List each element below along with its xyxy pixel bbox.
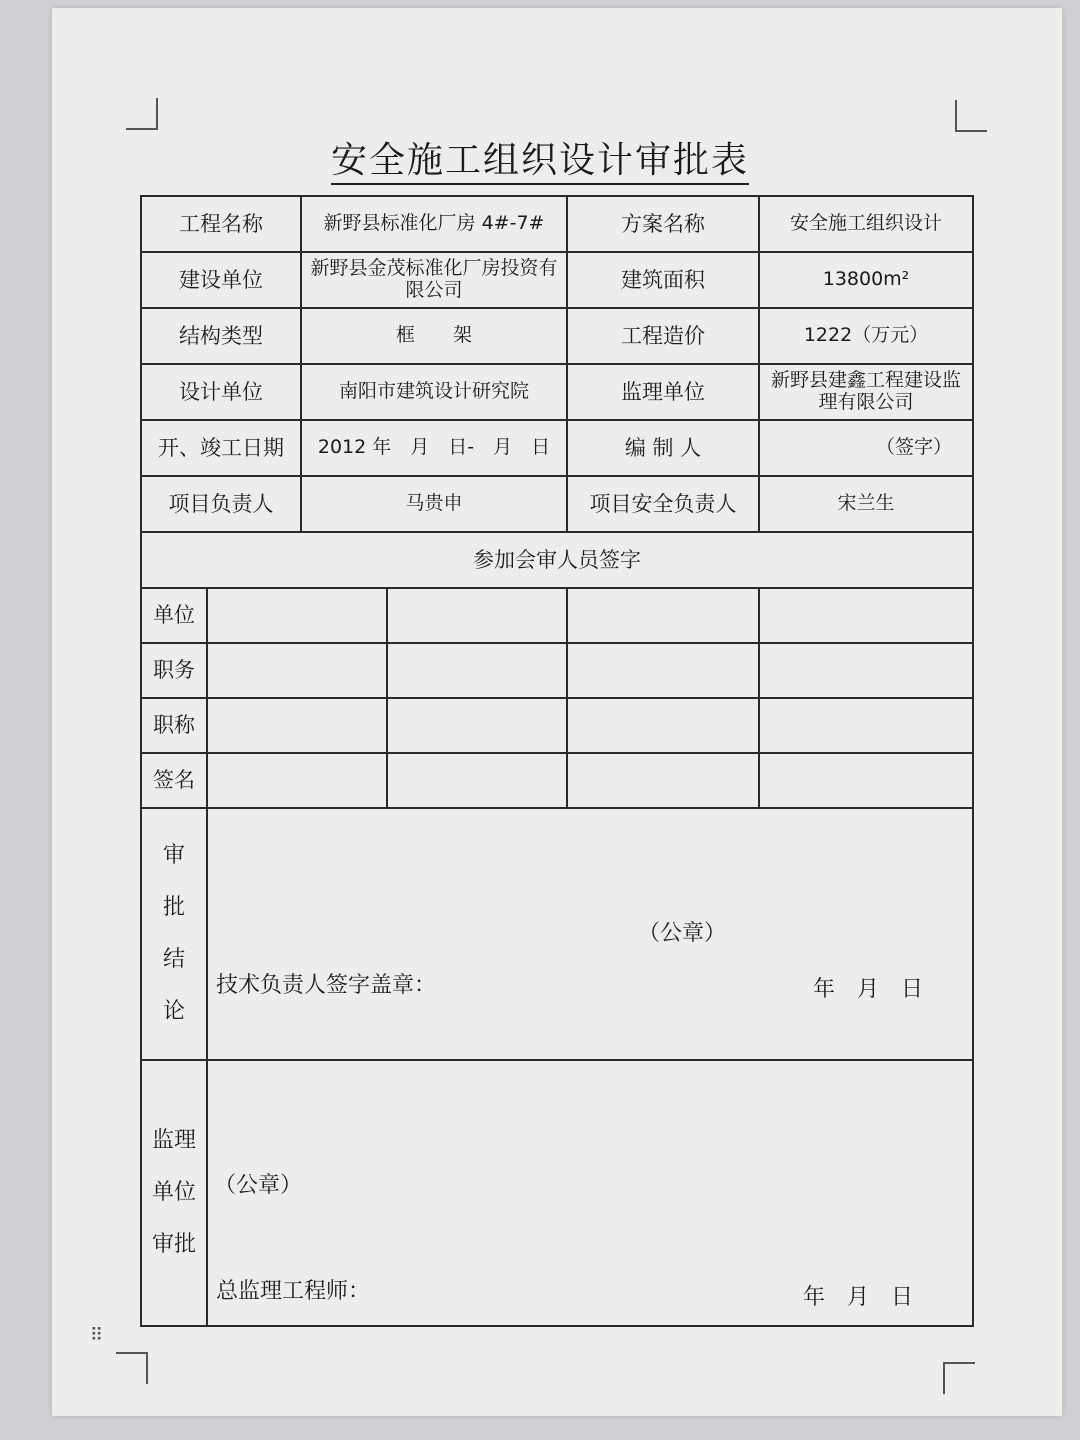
reviewer-cell[interactable] bbox=[759, 643, 973, 698]
label-dates: 开、竣工日期 bbox=[141, 420, 301, 476]
reviewer-cell[interactable] bbox=[567, 753, 759, 808]
supervision-row bbox=[141, 1060, 973, 1326]
label-supervision-unit: 监理单位 bbox=[567, 364, 759, 420]
info-row bbox=[141, 420, 973, 476]
review-conclusion-cell[interactable] bbox=[207, 808, 973, 1060]
label-building-area: 建筑面积 bbox=[567, 252, 759, 308]
info-row bbox=[141, 476, 973, 532]
reviewer-label-position: 职务 bbox=[141, 643, 207, 698]
label-compiler: 编 制 人 bbox=[567, 420, 759, 476]
reviewer-row bbox=[141, 588, 973, 643]
label-project-manager: 项目负责人 bbox=[141, 476, 301, 532]
crop-mark-bottom-left bbox=[116, 1352, 148, 1384]
supervision-signer-label: 总监理工程师： bbox=[216, 1279, 371, 1304]
reviewer-row bbox=[141, 753, 973, 808]
label-project-cost: 工程造价 bbox=[567, 308, 759, 364]
reviewer-cell[interactable] bbox=[387, 698, 567, 753]
form-title: 安全施工组织设计审批表 bbox=[0, 132, 1080, 183]
value-project-manager: 马贵申 bbox=[301, 476, 567, 532]
label-safety-manager: 项目安全负责人 bbox=[567, 476, 759, 532]
reviewer-label-unit: 单位 bbox=[141, 588, 207, 643]
value-structure-type: 框 架 bbox=[301, 308, 567, 364]
value-project-name: 新野县标准化厂房 4#-7# bbox=[301, 196, 567, 252]
reviewer-label-title: 职称 bbox=[141, 698, 207, 753]
crop-mark-bottom-right bbox=[943, 1362, 975, 1394]
review-seal-text: （公章） bbox=[638, 921, 727, 946]
value-construction-unit: 新野县金茂标准化厂房投资有限公司 bbox=[301, 252, 567, 308]
review-label-cell bbox=[141, 808, 207, 1060]
info-row bbox=[141, 196, 973, 252]
value-plan-name: 安全施工组织设计 bbox=[759, 196, 973, 252]
reviewer-cell[interactable] bbox=[207, 753, 387, 808]
reviewer-cell[interactable] bbox=[567, 698, 759, 753]
reviewer-cell[interactable] bbox=[567, 643, 759, 698]
value-project-cost: 1222（万元） bbox=[759, 308, 973, 364]
reviewer-cell[interactable] bbox=[387, 643, 567, 698]
info-row bbox=[141, 308, 973, 364]
reviewer-row bbox=[141, 643, 973, 698]
reviewer-cell[interactable] bbox=[207, 588, 387, 643]
supervision-label: 监理 单位 审批 bbox=[151, 1128, 196, 1257]
review-signer-label: 技术负责人签字盖章： bbox=[216, 973, 437, 998]
info-row bbox=[141, 252, 973, 308]
reviewer-cell[interactable] bbox=[207, 643, 387, 698]
reviewer-row bbox=[141, 698, 973, 753]
review-conclusion-row bbox=[141, 808, 973, 1060]
approval-form-table bbox=[140, 195, 974, 1327]
value-building-area: 13800m² bbox=[759, 252, 973, 308]
review-date: 年 月 日 bbox=[813, 977, 924, 1002]
info-row bbox=[141, 364, 973, 420]
label-plan-name: 方案名称 bbox=[567, 196, 759, 252]
label-design-unit: 设计单位 bbox=[141, 364, 301, 420]
supervision-label-cell bbox=[141, 1060, 207, 1326]
review-conclusion-label: 审 批 结 论 bbox=[162, 843, 185, 1024]
supervision-date: 年 月 日 bbox=[803, 1285, 914, 1310]
value-safety-manager: 宋兰生 bbox=[759, 476, 973, 532]
reviewer-cell[interactable] bbox=[387, 753, 567, 808]
reviewer-cell[interactable] bbox=[207, 698, 387, 753]
label-structure-type: 结构类型 bbox=[141, 308, 301, 364]
reviewer-cell[interactable] bbox=[387, 588, 567, 643]
label-construction-unit: 建设单位 bbox=[141, 252, 301, 308]
value-compiler: （签字） bbox=[759, 420, 973, 476]
reviewer-cell[interactable] bbox=[759, 588, 973, 643]
reviewers-heading: 参加会审人员签字 bbox=[141, 532, 973, 588]
reviewer-label-signature: 签名 bbox=[141, 753, 207, 808]
label-project-name: 工程名称 bbox=[141, 196, 301, 252]
value-dates: 2012 年 月 日- 月 日 bbox=[301, 420, 567, 476]
crop-mark-top-left bbox=[126, 98, 158, 130]
reviewer-cell[interactable] bbox=[567, 588, 759, 643]
supervision-seal-text: （公章） bbox=[214, 1173, 303, 1198]
reviewer-cell[interactable] bbox=[759, 753, 973, 808]
reviewers-heading-row bbox=[141, 532, 973, 588]
crop-mark-top-right bbox=[955, 100, 987, 132]
value-design-unit: 南阳市建筑设计研究院 bbox=[301, 364, 567, 420]
value-supervision-unit: 新野县建鑫工程建设监理有限公司 bbox=[759, 364, 973, 420]
reviewer-cell[interactable] bbox=[759, 698, 973, 753]
supervision-cell[interactable] bbox=[207, 1060, 973, 1326]
margin-dots-icon: ⠿ bbox=[90, 1325, 104, 1346]
